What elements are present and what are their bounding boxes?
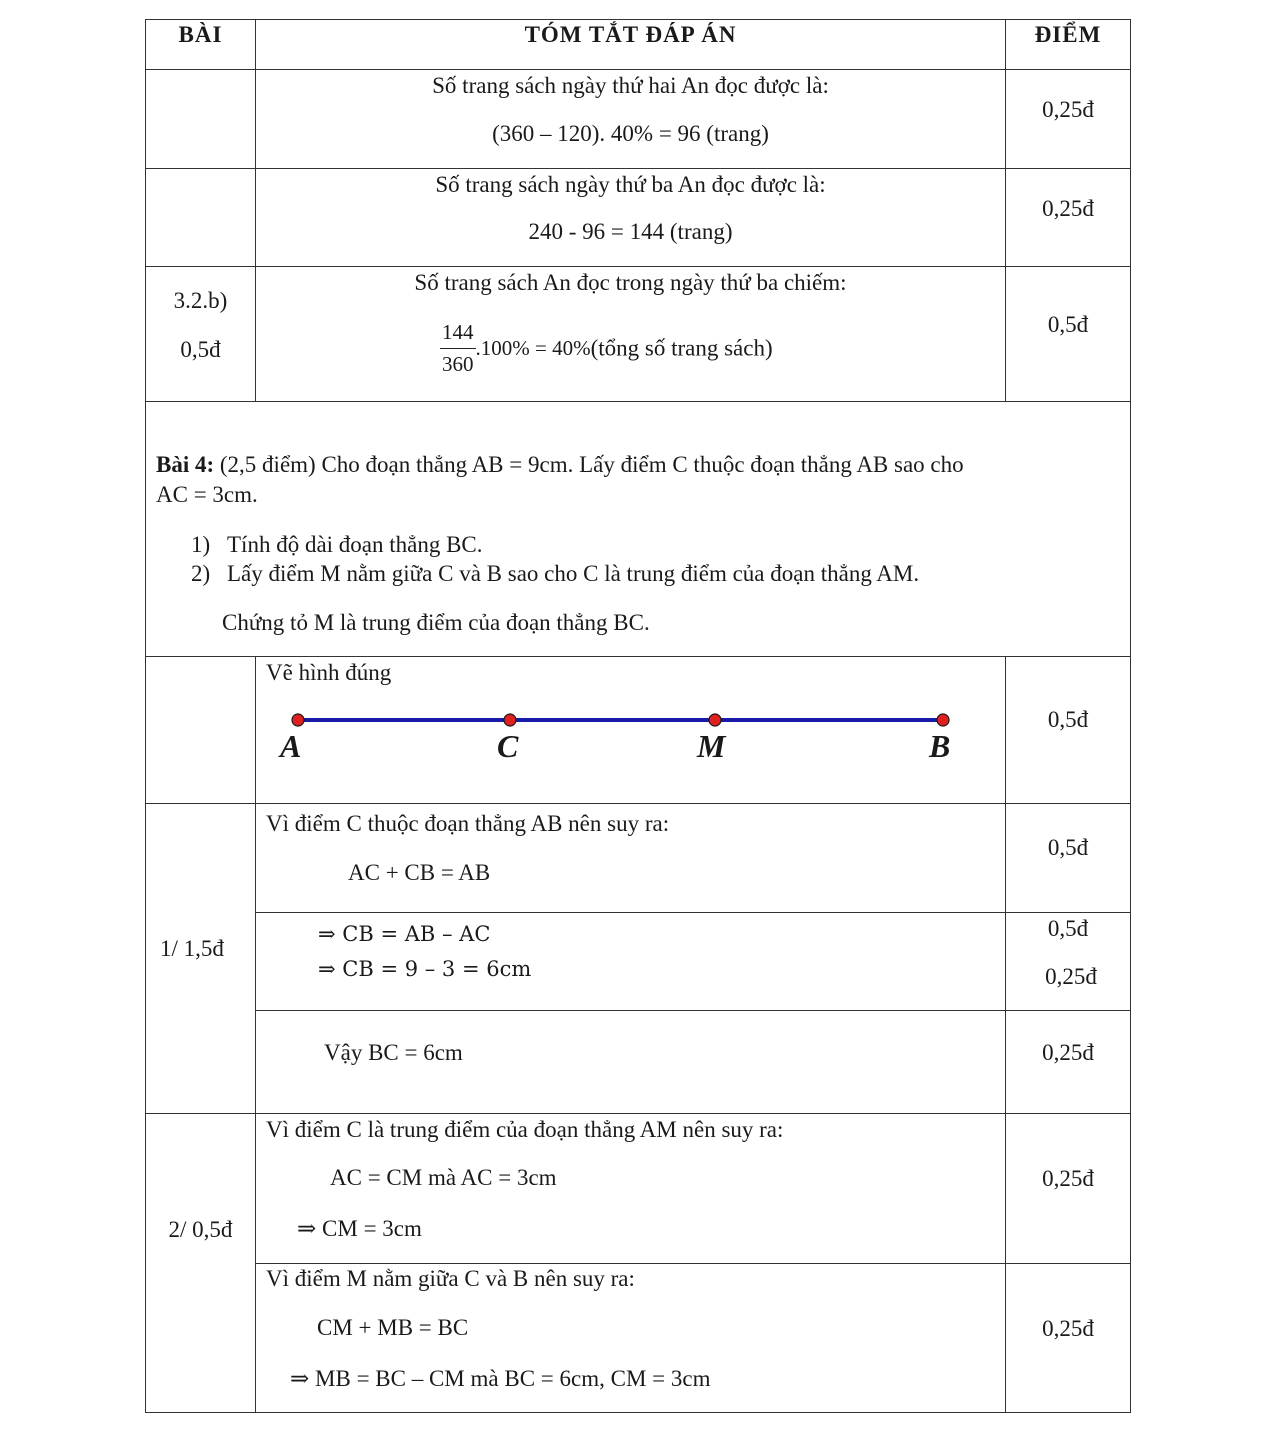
part2-r2-line2: CM + MB = BC	[317, 1315, 469, 1340]
point-b	[937, 714, 949, 726]
label-m: M	[697, 728, 726, 764]
label-c: C	[497, 728, 519, 764]
fraction-numerator: 144	[440, 320, 476, 349]
problem4-item2-cont: Chứng tỏ M là trung điểm của đoạn thẳng BC.	[222, 610, 650, 635]
header-diem: ĐIỂM	[1034, 22, 1102, 47]
part1-r3-line1: Vậy BC = 6cm	[324, 1040, 463, 1065]
label-b: B	[929, 728, 951, 764]
part1-r1-line1: Vì điểm C thuộc đoạn thẳng AB nên suy ra:	[266, 811, 670, 836]
row2-score: 0,25đ	[1042, 196, 1094, 221]
problem4-item1-num: 1)	[191, 532, 211, 557]
formula-note: (tổng số trang sách)	[590, 335, 773, 361]
fraction-denominator: 360	[442, 352, 474, 376]
part2-r1-line2: AC = CM mà AC = 3cm	[330, 1165, 557, 1190]
part1-r2-score1: 0,5đ	[1047, 916, 1089, 941]
problem4-title-line2: AC = 3cm.	[156, 482, 258, 507]
part2-r2-line1: Vì điểm M nằm giữa C và B nên suy ra:	[266, 1266, 635, 1291]
point-c	[504, 714, 516, 726]
row1-line2: (360 – 120). 40% = 96 (trang)	[492, 121, 769, 146]
label-a: A	[280, 728, 302, 764]
problem4-title-bold: Bài 4:	[156, 452, 215, 477]
part1-r2-line2: ⇒ CB = 9 – 3 = 6cm	[318, 957, 532, 981]
part1-r2-score2: 0,25đ	[1045, 964, 1097, 989]
row3-score: 0,5đ	[1047, 312, 1089, 337]
part1-bai: 1/ 1,5đ	[160, 936, 224, 961]
part2-r1-score: 0,25đ	[1042, 1166, 1094, 1191]
point-a	[292, 714, 304, 726]
part2-r1-line1: Vì điểm C là trung điểm của đoạn thẳng AM nên suy ra:	[266, 1117, 784, 1142]
segment-figure	[256, 700, 1004, 740]
part1-r2-line1: ⇒ CB = AB – AC	[318, 922, 491, 946]
row1-score: 0,25đ	[1042, 97, 1094, 122]
point-m	[709, 714, 721, 726]
part2-r2-score: 0,25đ	[1042, 1316, 1094, 1341]
row2-line2: 240 - 96 = 144 (trang)	[528, 219, 733, 244]
part1-r3-score: 0,25đ	[1042, 1040, 1094, 1065]
header-tom-tat: TÓM TẮT ĐÁP ÁN	[524, 22, 737, 47]
row2-line1: Số trang sách ngày thứ ba An đọc được là:	[435, 172, 826, 197]
problem4-item1: Tính độ dài đoạn thẳng BC.	[227, 532, 483, 557]
formula-text: .100% = 40%	[475, 336, 591, 360]
problem4-item2-num: 2)	[191, 561, 211, 586]
problem4-title-rest: (2,5 điểm) Cho đoạn thẳng AB = 9cm. Lấy điểm C thuộc đoạn thẳng AB sao cho	[214, 452, 964, 477]
fraction	[440, 320, 476, 377]
row3-bai-line2: 0,5đ	[180, 337, 221, 362]
row3-bai-line1: 3.2.b)	[173, 288, 228, 313]
part2-r1-line3: ⇒ CM = 3cm	[297, 1216, 422, 1241]
header-bai: BÀI	[178, 22, 223, 47]
row3-formula	[440, 320, 773, 377]
part2-r2-line3: ⇒ MB = BC – CM mà BC = 6cm, CM = 3cm	[290, 1366, 711, 1391]
part2-bai: 2/ 0,5đ	[168, 1217, 233, 1242]
part1-r1-line2: AC + CB = AB	[348, 860, 491, 885]
problem4-title	[156, 452, 964, 478]
figure-score: 0,5đ	[1047, 707, 1089, 732]
figure-caption: Vẽ hình đúng	[266, 660, 392, 685]
part1-r1-score: 0,5đ	[1047, 835, 1089, 860]
row1-line1: Số trang sách ngày thứ hai An đọc được là:	[432, 73, 829, 98]
problem4-item2: Lấy điểm M nằm giữa C và B sao cho C là trung điểm của đoạn thẳng AM.	[227, 561, 920, 586]
row3-line1: Số trang sách An đọc trong ngày thứ ba chiếm:	[414, 270, 847, 295]
